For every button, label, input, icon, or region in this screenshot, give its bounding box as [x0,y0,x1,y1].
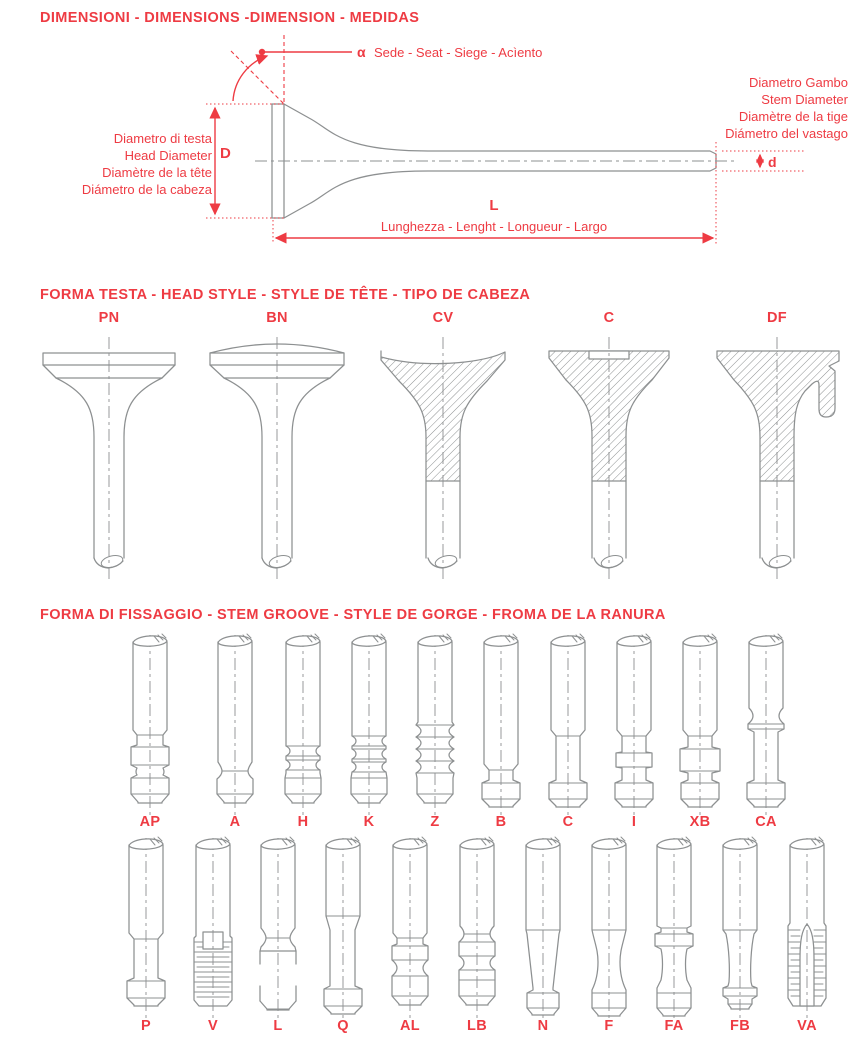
stem-groove-label: A [229,814,241,830]
length-dimension [273,197,713,244]
stem-grooves-diagram [0,630,860,1051]
head-style-drawing [717,351,839,569]
stem-groove-label: L [273,1018,283,1034]
stem-grooves-title: FORMA DI FISSAGGIO - STEM GROOVE - STYLE DE GORGE - FROMA DE LA RANURA [40,607,666,623]
stem-groove-label: I [631,814,637,830]
head-styles-title: FORMA TESTA - HEAD STYLE - STYLE DE TÊTE - TIPO DE CABEZA [40,287,531,303]
stem-groove-figure-q [324,837,362,1034]
stem-groove-label: P [141,1018,151,1034]
head-style-label: PN [98,310,120,326]
stem-groove-figure-i [615,634,653,830]
stem-groove-row-2 [127,837,826,1034]
stem-groove-label: Q [337,1018,349,1034]
stem-groove-figure-k [351,634,387,830]
stem-groove-figure-h [285,634,321,830]
stem-groove-label: FB [730,1018,750,1034]
stem-groove-row-1 [131,634,785,830]
stem-groove-figure-fa [655,837,693,1034]
stem-groove-figure-ca [747,634,785,830]
stem-groove-figure-c [549,634,587,830]
stem-diameter-symbol: d [768,154,777,170]
head-style-figure-c [549,310,669,583]
stem-groove-label: XB [689,814,711,830]
head-diameter-dimension [82,104,284,218]
stem-groove-figure-ap [131,634,169,830]
head-diameter-label-line: Diamètre de la tête [102,165,212,180]
alpha-symbol: α [357,44,366,60]
stem-groove-label: N [537,1018,549,1034]
stem-groove-label: Z [430,814,440,830]
stem-groove-label: VA [797,1018,817,1034]
stem-groove-label: CA [755,814,777,830]
seat-label: Sede - Seat - Siege - Acìento [374,45,543,60]
head-style-label: BN [266,310,288,326]
stem-diameter-dimension [716,75,849,244]
head-style-figure-cv [381,310,505,583]
head-diameter-label-line: Diámetro de la cabeza [81,182,212,197]
head-diameter-label-line: Diametro di testa [113,131,212,146]
stem-groove-figure-f [592,837,626,1034]
stem-groove-label: FA [664,1018,684,1034]
stem-groove-figure-fb [723,837,757,1034]
length-label: Lunghezza - Lenght - Longueur - Largo [380,219,608,234]
head-style-figure-df [717,310,839,583]
stem-groove-figure-n [526,837,560,1034]
stem-groove-label: C [562,814,574,830]
stem-diameter-label-line: Diamètre de la tige [738,109,848,124]
stem-groove-figure-p [127,837,165,1034]
head-diameter-label-line: Head Diameter [124,148,212,163]
dimensions-title: DIMENSIONI - DIMENSIONS -DIMENSION - MEDIDAS [40,10,420,26]
stem-groove-figure-a [217,634,253,830]
head-diameter-symbol: D [220,145,231,162]
head-style-figure-bn [210,310,344,583]
stem-groove-figure-b [482,634,520,830]
stem-groove-label: LB [467,1018,487,1034]
stem-groove-figure-v [194,837,232,1034]
head-styles-diagram [0,305,860,605]
stem-groove-figure-xb [680,634,720,830]
stem-groove-figure-l [260,837,296,1034]
stem-groove-figure-va [788,837,826,1034]
stem-groove-label: F [604,1018,614,1034]
stem-groove-label: H [297,814,309,830]
stem-groove-figure-al [392,837,428,1034]
head-style-label: DF [767,310,787,326]
stem-groove-label: B [495,814,507,830]
stem-diameter-label-line: Diámetro del vastago [725,126,848,141]
head-style-label: C [603,310,615,326]
length-symbol: L [489,197,499,214]
stem-groove-label: V [208,1018,218,1034]
stem-diameter-label-line: Diametro Gambo [749,75,848,90]
stem-groove-figure-lb [459,837,495,1034]
head-style-label: CV [432,310,454,326]
stem-groove-label: AP [139,814,161,830]
stem-diameter-label-line: Stem Diameter [761,92,848,107]
seat-angle-annotation [231,35,542,104]
stem-groove-label: AL [400,1018,420,1034]
stem-groove-figure-z [416,634,454,830]
head-style-figure-pn [43,310,175,583]
stem-groove-label: K [363,814,375,830]
dimensions-diagram [0,30,860,285]
